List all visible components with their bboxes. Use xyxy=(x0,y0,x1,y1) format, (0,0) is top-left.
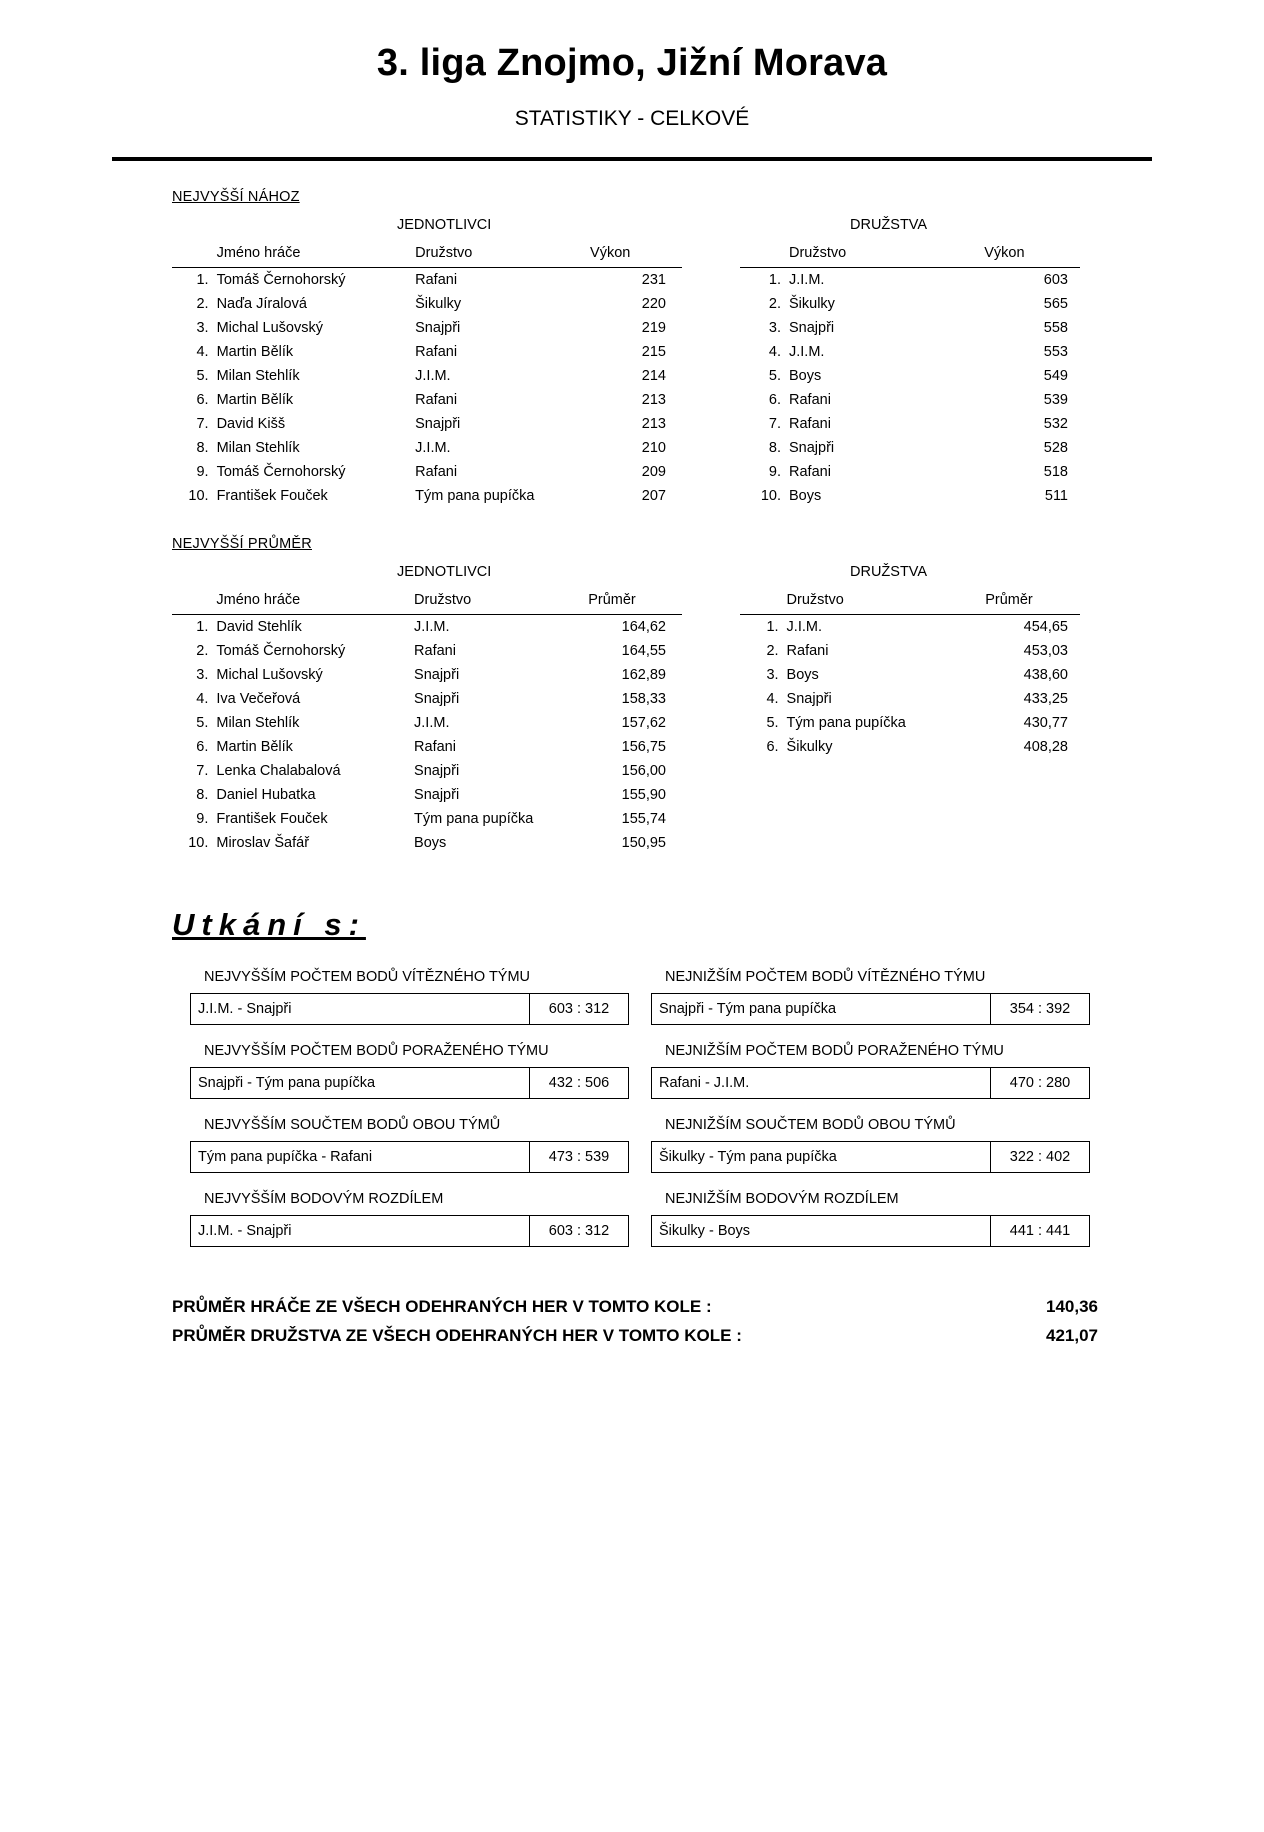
row-value: 158,33 xyxy=(621,691,666,707)
row-value: 565 xyxy=(1043,296,1068,312)
row-team: J.I.M. xyxy=(786,619,822,635)
row-value: 220 xyxy=(641,296,666,312)
row-rank: 1. xyxy=(196,272,209,288)
row-value: 162,89 xyxy=(621,667,666,683)
row-player: Martin Bělík xyxy=(216,392,294,408)
row-rank: 4. xyxy=(768,344,781,360)
row-value: 433,25 xyxy=(1023,691,1068,707)
match-item xyxy=(651,969,1090,1025)
match-teams: Rafani - J.I.M. xyxy=(659,1075,750,1091)
match-teams: Šikulky - Boys xyxy=(659,1223,751,1239)
total-label: PRŮMĚR HRÁČE ZE VŠECH ODEHRANÝCH HER V TOMTO KOLE : xyxy=(172,1297,712,1316)
row-value: 528 xyxy=(1043,440,1068,456)
match-box xyxy=(190,993,629,1025)
table-row xyxy=(172,711,682,735)
row-team: Boys xyxy=(789,368,822,384)
row-player: Iva Večeřová xyxy=(216,691,301,707)
highest-throw-tables xyxy=(0,217,1264,508)
row-player: Michal Lušovský xyxy=(216,667,323,683)
row-value: 213 xyxy=(641,392,666,408)
row-player: Daniel Hubatka xyxy=(216,787,316,803)
performance-header: Výkon xyxy=(984,243,1080,268)
row-value: 539 xyxy=(1043,392,1068,408)
match-caption: NEJVYŠŠÍM POČTEM BODŮ VÍTĚZNÉHO TÝMU xyxy=(204,969,531,985)
row-team: J.I.M. xyxy=(415,440,451,456)
row-team: Snajpři xyxy=(414,667,460,683)
row-player: Martin Bělík xyxy=(216,739,293,755)
table-row xyxy=(740,388,1080,412)
matches-row xyxy=(190,969,1090,1025)
match-score: 322 : 402 xyxy=(990,1142,1089,1172)
row-rank: 9. xyxy=(196,464,209,480)
row-player: David Kišš xyxy=(216,416,286,432)
row-player: Miroslav Šafář xyxy=(216,835,310,851)
row-team: Šikulky xyxy=(786,739,833,755)
matches-row xyxy=(190,1117,1090,1173)
match-score: 354 : 392 xyxy=(990,994,1089,1024)
row-rank: 4. xyxy=(196,691,209,707)
row-rank: 10. xyxy=(188,835,209,851)
highest-average-teams-table xyxy=(740,590,1080,759)
match-caption: NEJNIŽŠÍM POČTEM BODŮ PORAŽENÉHO TÝMU xyxy=(665,1043,1004,1059)
row-team: J.I.M. xyxy=(414,715,450,731)
row-team: Tým pana pupíčka xyxy=(414,811,534,827)
row-value: 518 xyxy=(1043,464,1068,480)
team-header: Družstvo xyxy=(789,243,984,268)
row-value: 603 xyxy=(1043,272,1068,288)
match-box xyxy=(651,993,1090,1025)
row-team: Snajpři xyxy=(789,320,835,336)
row-team: Boys xyxy=(789,488,822,504)
total-value: 140,36 xyxy=(1046,1297,1098,1316)
match-caption: NEJVYŠŠÍM BODOVÝM ROZDÍLEM xyxy=(204,1191,444,1207)
row-player: Milan Stehlík xyxy=(216,368,300,384)
player-name-header: Jméno hráče xyxy=(217,243,416,268)
row-rank: 7. xyxy=(196,416,209,432)
table-row xyxy=(172,292,682,316)
row-team: Snajpři xyxy=(789,440,835,456)
row-value: 408,28 xyxy=(1023,739,1068,755)
row-value: 532 xyxy=(1043,416,1068,432)
row-rank: 9. xyxy=(196,811,209,827)
row-team: J.I.M. xyxy=(415,368,451,384)
row-player: Tomáš Černohorský xyxy=(216,643,346,659)
match-item xyxy=(190,1117,629,1173)
row-value: 155,74 xyxy=(621,811,666,827)
rank-header xyxy=(172,590,216,615)
row-team: Rafani xyxy=(415,344,458,360)
row-team: Rafani xyxy=(415,464,458,480)
total-label: PRŮMĚR DRUŽSTVA ZE VŠECH ODEHRANÝCH HER V TOMTO KOLE : xyxy=(172,1326,742,1345)
table-row xyxy=(740,687,1080,711)
table-row xyxy=(172,687,682,711)
table-row xyxy=(172,268,682,293)
row-value: 438,60 xyxy=(1023,667,1068,683)
table-row xyxy=(172,807,682,831)
total-value: 421,07 xyxy=(1046,1326,1098,1345)
row-value: 210 xyxy=(641,440,666,456)
row-value: 164,55 xyxy=(621,643,666,659)
row-team: Rafani xyxy=(414,643,456,659)
row-value: 511 xyxy=(1044,488,1068,504)
row-team: Rafani xyxy=(414,739,456,755)
rank-header xyxy=(740,590,787,615)
row-value: 156,00 xyxy=(621,763,666,779)
rank-header xyxy=(172,243,217,268)
table-row xyxy=(172,460,682,484)
table-row xyxy=(740,711,1080,735)
row-value: 231 xyxy=(641,272,666,288)
row-player: Martin Bělík xyxy=(216,344,294,360)
row-rank: 6. xyxy=(766,739,779,755)
table-row xyxy=(172,340,682,364)
section-highest-average-label: NEJVYŠŠÍ PRŮMĚR xyxy=(172,536,312,552)
row-player: Tomáš Černohorský xyxy=(216,272,346,288)
match-score: 603 : 312 xyxy=(529,1216,628,1246)
row-rank: 7. xyxy=(768,416,781,432)
match-score: 432 : 506 xyxy=(529,1068,628,1098)
highest-throw-teams-table xyxy=(740,243,1080,508)
team-header: Družstvo xyxy=(415,243,590,268)
table-row xyxy=(172,484,682,508)
highest-average-individuals-block xyxy=(172,564,682,855)
individuals-heading: JEDNOTLIVCI xyxy=(397,564,492,580)
row-rank: 2. xyxy=(766,643,779,659)
match-item xyxy=(651,1043,1090,1099)
row-value: 164,62 xyxy=(621,619,666,635)
row-rank: 5. xyxy=(768,368,781,384)
team-header: Družstvo xyxy=(787,590,986,615)
row-player: Tomáš Černohorský xyxy=(216,464,346,480)
match-box xyxy=(190,1215,629,1247)
row-player: David Stehlík xyxy=(216,619,302,635)
row-rank: 1. xyxy=(196,619,209,635)
match-box xyxy=(651,1215,1090,1247)
table-row xyxy=(172,412,682,436)
highest-average-tables xyxy=(0,564,1264,855)
match-caption: NEJVYŠŠÍM POČTEM BODŮ PORAŽENÉHO TÝMU xyxy=(204,1043,549,1059)
matches-row xyxy=(190,1043,1090,1099)
row-team: Šikulky xyxy=(789,296,835,312)
row-rank: 5. xyxy=(766,715,779,731)
row-rank: 8. xyxy=(196,787,209,803)
total-team-average xyxy=(172,1326,1102,1346)
row-value: 215 xyxy=(641,344,666,360)
row-value: 454,65 xyxy=(1023,619,1068,635)
row-team: J.I.M. xyxy=(789,272,825,288)
match-score: 470 : 280 xyxy=(990,1068,1089,1098)
table-row xyxy=(740,639,1080,663)
row-player: Milan Stehlík xyxy=(216,440,300,456)
match-teams: J.I.M. - Snajpři xyxy=(198,1223,292,1239)
table-row xyxy=(172,663,682,687)
row-team: Snajpři xyxy=(414,691,460,707)
row-rank: 6. xyxy=(196,392,209,408)
matches-row xyxy=(190,1191,1090,1247)
row-player: Lenka Chalabalová xyxy=(216,763,341,779)
highest-average-individuals-table xyxy=(172,590,682,855)
table-row xyxy=(172,436,682,460)
teams-heading: DRUŽSTVA xyxy=(850,564,928,580)
table-row xyxy=(740,364,1080,388)
matches-section xyxy=(0,855,1264,1247)
row-rank: 5. xyxy=(196,368,209,384)
row-team: Snajpři xyxy=(415,416,461,432)
row-value: 213 xyxy=(641,416,666,432)
row-team: Tým pana pupíčka xyxy=(786,715,906,731)
highest-throw-individuals-table xyxy=(172,243,682,508)
row-value: 453,03 xyxy=(1023,643,1068,659)
table-row xyxy=(172,388,682,412)
average-header: Průměr xyxy=(588,590,682,615)
row-team: Rafani xyxy=(415,392,458,408)
row-rank: 1. xyxy=(768,272,781,288)
row-team: Rafani xyxy=(786,643,829,659)
table-row xyxy=(740,412,1080,436)
section-highest-throw-label: NEJVYŠŠÍ NÁHOZ xyxy=(172,189,300,205)
row-team: J.I.M. xyxy=(414,619,450,635)
row-rank: 10. xyxy=(760,488,781,504)
row-rank: 7. xyxy=(196,763,209,779)
match-score: 441 : 441 xyxy=(990,1216,1089,1246)
row-rank: 2. xyxy=(196,643,209,659)
row-value: 553 xyxy=(1043,344,1068,360)
match-item xyxy=(190,1043,629,1099)
table-row xyxy=(740,663,1080,687)
table-row xyxy=(172,783,682,807)
highest-throw-individuals-block xyxy=(172,217,682,508)
row-team: Šikulky xyxy=(415,296,462,312)
row-value: 214 xyxy=(641,368,666,384)
row-rank: 6. xyxy=(768,392,781,408)
table-row xyxy=(740,316,1080,340)
total-player-average xyxy=(172,1297,1102,1317)
match-item xyxy=(190,1191,629,1247)
row-value: 219 xyxy=(641,320,666,336)
page-subtitle: STATISTIKY - CELKOVÉ xyxy=(514,107,750,130)
table-row xyxy=(172,615,682,640)
match-score: 603 : 312 xyxy=(529,994,628,1024)
match-box xyxy=(190,1141,629,1173)
table-row xyxy=(172,316,682,340)
totals-section xyxy=(172,1297,1102,1346)
row-rank: 1. xyxy=(766,619,779,635)
table-row xyxy=(740,292,1080,316)
row-value: 209 xyxy=(641,464,666,480)
row-value: 558 xyxy=(1043,320,1068,336)
document-page xyxy=(0,42,1264,1832)
table-row xyxy=(740,615,1080,640)
row-rank: 9. xyxy=(768,464,781,480)
table-row xyxy=(740,436,1080,460)
table-row xyxy=(740,340,1080,364)
match-teams: Snajpři - Tým pana pupíčka xyxy=(198,1075,376,1091)
match-item xyxy=(651,1117,1090,1173)
row-rank: 10. xyxy=(188,488,209,504)
match-caption: NEJNIŽŠÍM SOUČTEM BODŮ OBOU TÝMŮ xyxy=(665,1117,956,1133)
row-player: František Fouček xyxy=(216,488,328,504)
matches-title: Utkání s: xyxy=(172,907,366,942)
row-value: 430,77 xyxy=(1023,715,1068,731)
row-player: Milan Stehlík xyxy=(216,715,300,731)
row-rank: 4. xyxy=(766,691,779,707)
header-divider xyxy=(112,157,1152,161)
match-score: 473 : 539 xyxy=(529,1142,628,1172)
row-team: Snajpři xyxy=(414,787,460,803)
table-row xyxy=(172,639,682,663)
row-team: Snajpři xyxy=(415,320,461,336)
match-box xyxy=(651,1141,1090,1173)
match-teams: Tým pana pupíčka - Rafani xyxy=(198,1149,373,1165)
row-value: 150,95 xyxy=(621,835,666,851)
rank-header xyxy=(740,243,789,268)
row-value: 156,75 xyxy=(621,739,666,755)
row-rank: 2. xyxy=(768,296,781,312)
match-item xyxy=(190,969,629,1025)
row-team: Snajpři xyxy=(786,691,832,707)
match-caption: NEJNIŽŠÍM POČTEM BODŮ VÍTĚZNÉHO TÝMU xyxy=(665,969,986,985)
match-box xyxy=(651,1067,1090,1099)
row-player: František Fouček xyxy=(216,811,328,827)
match-box xyxy=(190,1067,629,1099)
row-team: Rafani xyxy=(789,392,831,408)
row-value: 157,62 xyxy=(621,715,666,731)
performance-header: Výkon xyxy=(590,243,682,268)
table-row xyxy=(740,460,1080,484)
table-row xyxy=(172,759,682,783)
row-rank: 6. xyxy=(196,739,209,755)
row-rank: 2. xyxy=(196,296,209,312)
row-value: 549 xyxy=(1043,368,1068,384)
teams-heading: DRUŽSTVA xyxy=(850,217,928,233)
row-rank: 3. xyxy=(768,320,781,336)
row-player: Naďa Jíralová xyxy=(216,296,307,312)
row-value: 207 xyxy=(641,488,666,504)
match-teams: J.I.M. - Snajpři xyxy=(198,1001,292,1017)
highest-average-teams-block xyxy=(740,564,1080,855)
row-rank: 3. xyxy=(766,667,779,683)
row-team: Boys xyxy=(786,667,819,683)
table-row xyxy=(740,735,1080,759)
row-rank: 3. xyxy=(196,667,209,683)
table-row xyxy=(740,268,1080,293)
match-teams: Snajpři - Tým pana pupíčka xyxy=(659,1001,837,1017)
matches-grid xyxy=(190,969,1090,1247)
row-rank: 4. xyxy=(196,344,209,360)
match-item xyxy=(651,1191,1090,1247)
row-team: Rafani xyxy=(789,416,831,432)
highest-throw-teams-block xyxy=(740,217,1080,508)
row-rank: 8. xyxy=(768,440,781,456)
match-teams: Šikulky - Tým pana pupíčka xyxy=(659,1149,837,1165)
average-header: Průměr xyxy=(985,590,1080,615)
table-row xyxy=(172,831,682,855)
row-team: Rafani xyxy=(789,464,831,480)
player-name-header: Jméno hráče xyxy=(216,590,414,615)
row-team: Rafani xyxy=(415,272,458,288)
table-row xyxy=(740,484,1080,508)
match-caption: NEJNIŽŠÍM BODOVÝM ROZDÍLEM xyxy=(665,1191,899,1207)
team-header: Družstvo xyxy=(414,590,588,615)
row-player: Michal Lušovský xyxy=(216,320,323,336)
row-rank: 5. xyxy=(196,715,209,731)
row-rank: 8. xyxy=(196,440,209,456)
table-row xyxy=(172,364,682,388)
row-value: 155,90 xyxy=(621,787,666,803)
row-team: Tým pana pupíčka xyxy=(415,488,535,504)
individuals-heading: JEDNOTLIVCI xyxy=(397,217,492,233)
match-caption: NEJVYŠŠÍM SOUČTEM BODŮ OBOU TÝMŮ xyxy=(204,1117,501,1133)
row-team: J.I.M. xyxy=(789,344,825,360)
row-rank: 3. xyxy=(196,320,209,336)
row-team: Boys xyxy=(414,835,447,851)
page-title: 3. liga Znojmo, Jižní Morava xyxy=(376,42,888,84)
row-team: Snajpři xyxy=(414,763,460,779)
table-row xyxy=(172,735,682,759)
